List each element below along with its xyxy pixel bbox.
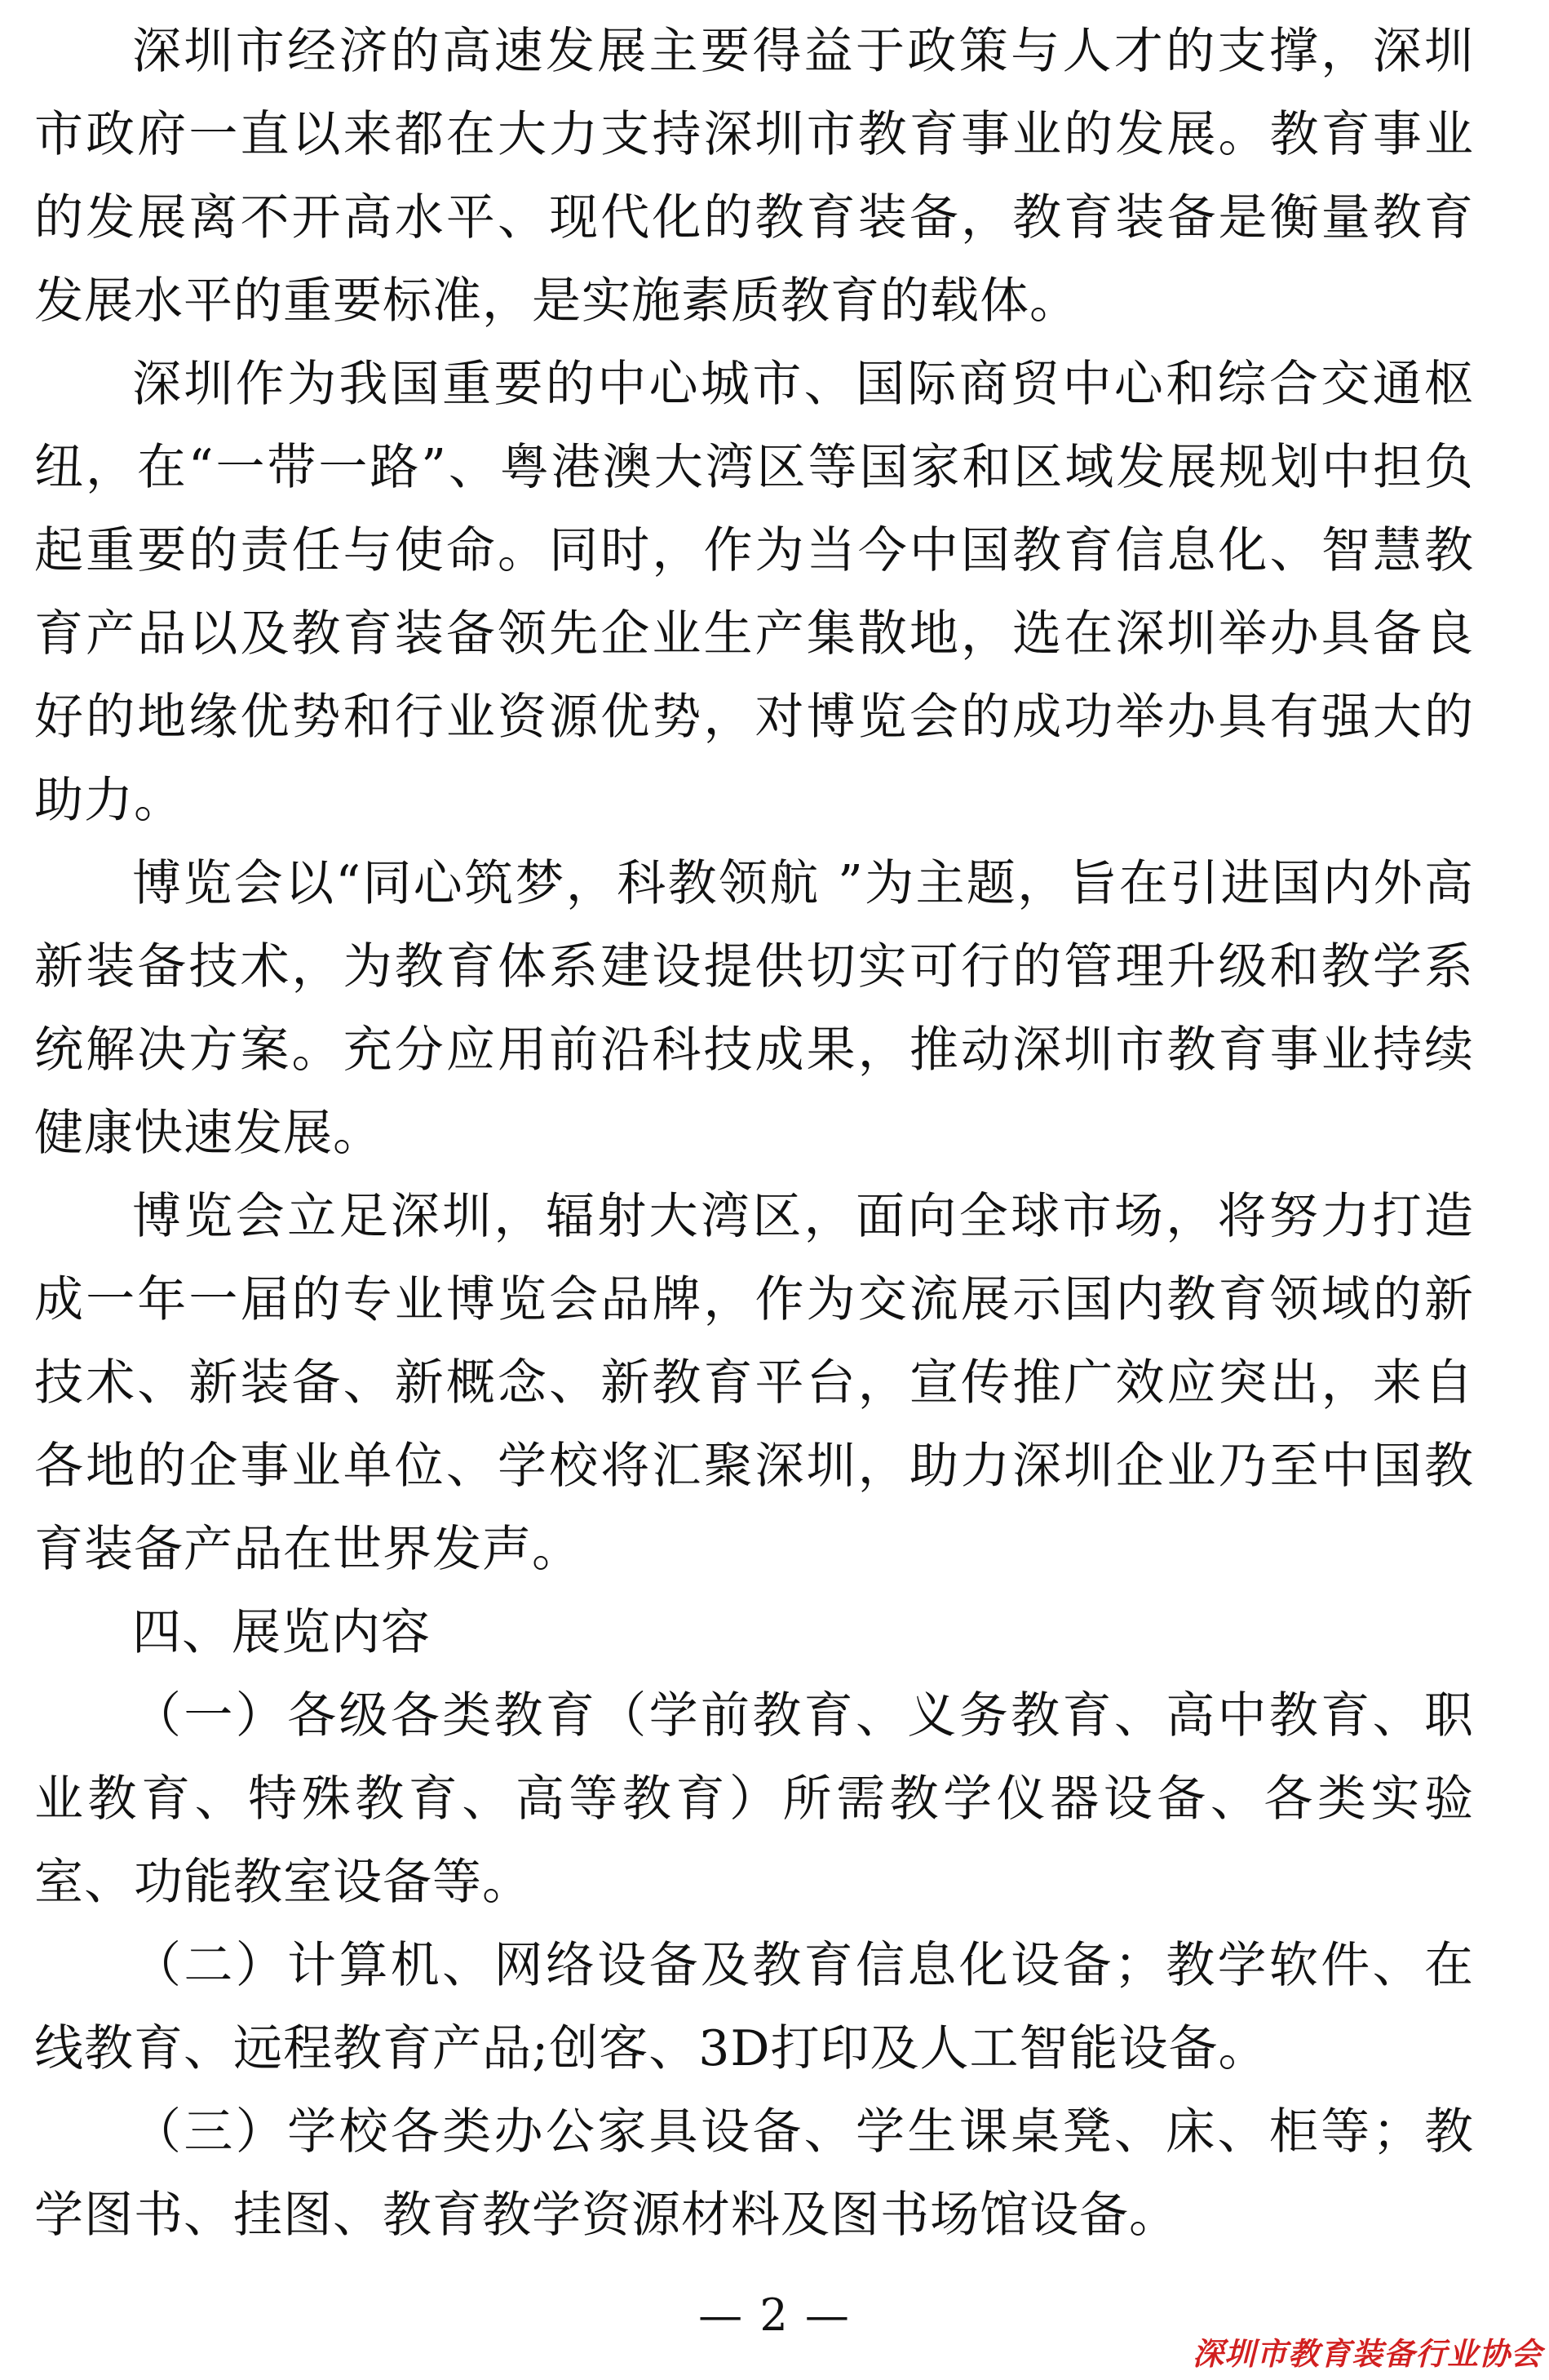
paragraph-city-role: 深圳作为我国重要的中心城市、国际商贸中心和综合交通枢纽，在“一带一路”、粤港澳大湾区等国家和区域发展规划中担负起重要的责任与使命。同时，作为当今中国教育信息化、智慧教育产品以及教育装备领先企业生产集散地，选在深圳举办具备良好的地缘优势和行业资源优势，对博览会的成功举办具有强大的助力。 [34, 356, 1474, 829]
section-heading-exhibition-content: 四、展览内容 [132, 1604, 431, 1661]
paragraph-expo-theme: 博览会以“同心筑梦，科教领航 ”为主题，旨在引进国内外高新装备技术，为教育体系建设提供切实可行的管理升级和教学系统解决方案。充分应用前沿科技成果，推动深圳市教育事业持续健康快速发展。 [34, 855, 1474, 1162]
association-watermark: 深圳市教育装备行业协会 [1192, 2336, 1542, 2372]
list-item-education-equipment: （一）各级各类教育（学前教育、义务教育、高中教育、职业教育、特殊教育、高等教育）所需教学仪器设备、各类实验室、功能教室设备等。 [34, 1687, 1474, 1911]
document-page [34, 10, 1474, 2257]
paragraph-expo-positioning: 博览会立足深圳，辐射大湾区，面向全球市场，将努力打造成一年一届的专业博览会品牌，作为交流展示国内教育领域的新技术、新装备、新概念、新教育平台，宣传推广效应突出，来自各地的企事业单位、学校将汇聚深圳，助力深圳企业乃至中国教育装备产品在世界发声。 [34, 1188, 1474, 1578]
list-item-furniture-books: （三）学校各类办公家具设备、学生课桌凳、床、柜等；教学图书、挂图、教育教学资源材料及图书场馆设备。 [34, 2103, 1474, 2244]
page-number: — 2 — [698, 2289, 851, 2341]
list-item-computer-network: （二）计算机、网络设备及教育信息化设备；教学软件、在线教育、远程教育产品;创客、3D打印及人工智能设备。 [34, 1937, 1474, 2077]
paragraph-economic-development: 深圳市经济的高速发展主要得益于政策与人才的支撑，深圳市政府一直以来都在大力支持深圳市教育事业的发展。教育事业的发展离不开高水平、现代化的教育装备，教育装备是衡量教育发展水平的重要标准，是实施素质教育的载体。 [34, 23, 1474, 330]
